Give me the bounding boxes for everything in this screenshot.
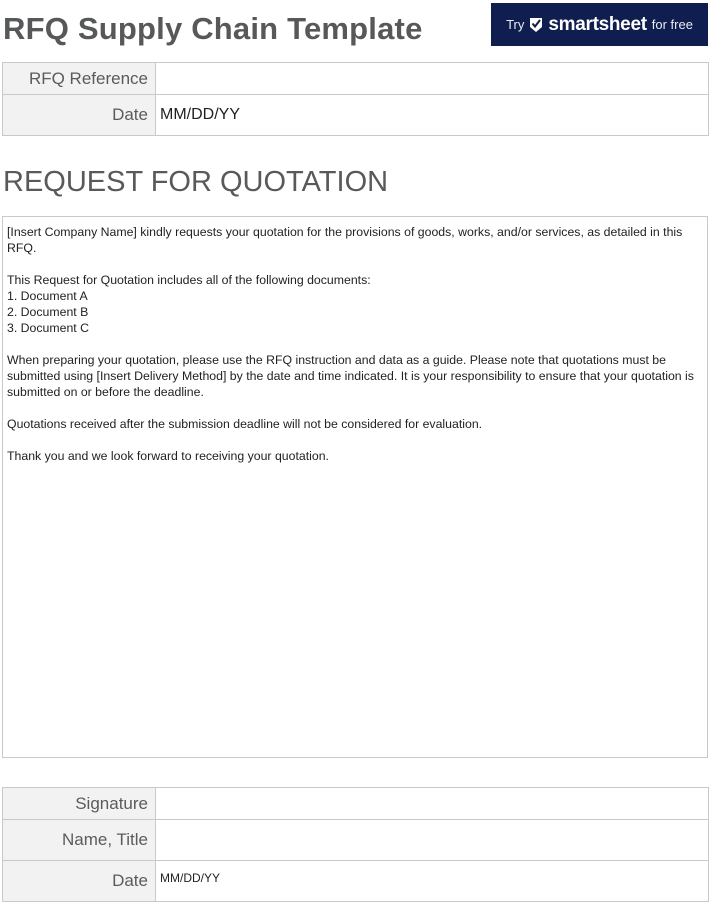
- signature-date-field[interactable]: MM/DD/YY: [156, 861, 709, 902]
- rfq-body-text-area[interactable]: [2, 216, 708, 758]
- name-title-field[interactable]: [156, 820, 709, 861]
- smartsheet-check-icon: [529, 17, 543, 33]
- late-notice-paragraph: Quotations received after the submission deadline will not be considered for evaluation.: [7, 417, 483, 431]
- signature-label: Signature: [3, 788, 156, 820]
- rfq-reference-label: RFQ Reference: [3, 63, 156, 95]
- rfq-reference-row: [3, 63, 709, 95]
- signature-date-row: [3, 861, 709, 902]
- try-smartsheet-button[interactable]: [491, 3, 708, 46]
- rfq-reference-field[interactable]: [156, 63, 709, 95]
- name-title-label: Name, Title: [3, 820, 156, 861]
- date-label: Date: [3, 95, 156, 136]
- promo-suffix-text: for free: [651, 17, 693, 32]
- intro-paragraph: [Insert Company Name] kindly requests your quotation for the provisions of goods, works, and/or services, as detailed in this RFQ.: [7, 225, 683, 255]
- documents-block: [7, 272, 704, 336]
- closing-paragraph: Thank you and we look forward to receiving your quotation.: [7, 449, 329, 463]
- list-item: 3. Document C: [7, 321, 90, 335]
- signature-table: [2, 787, 709, 902]
- promo-try-text: Try: [506, 17, 525, 32]
- rfq-info-table: [2, 62, 709, 136]
- list-item: 1. Document A: [7, 289, 88, 303]
- signature-row: [3, 788, 709, 820]
- instructions-paragraph: When preparing your quotation, please use the RFQ instruction and data as a guide. Please note that quotations must be submitted using [Insert Delivery Method] by the date and time indicated. It is your responsibility to ensure that your quotation is submitted on or before the deadline.: [7, 353, 694, 399]
- promo-brand-text: smartsheet: [548, 13, 647, 35]
- page-title: RFQ Supply Chain Template: [3, 11, 423, 46]
- date-field[interactable]: MM/DD/YY: [156, 95, 709, 136]
- signature-date-label: Date: [3, 861, 156, 902]
- section-heading: REQUEST FOR QUOTATION: [3, 166, 389, 198]
- name-title-row: [3, 820, 709, 861]
- list-item: 2. Document B: [7, 305, 89, 319]
- date-row: [3, 95, 709, 136]
- documents-intro: This Request for Quotation includes all of the following documents:: [7, 273, 371, 287]
- signature-field[interactable]: [156, 788, 709, 820]
